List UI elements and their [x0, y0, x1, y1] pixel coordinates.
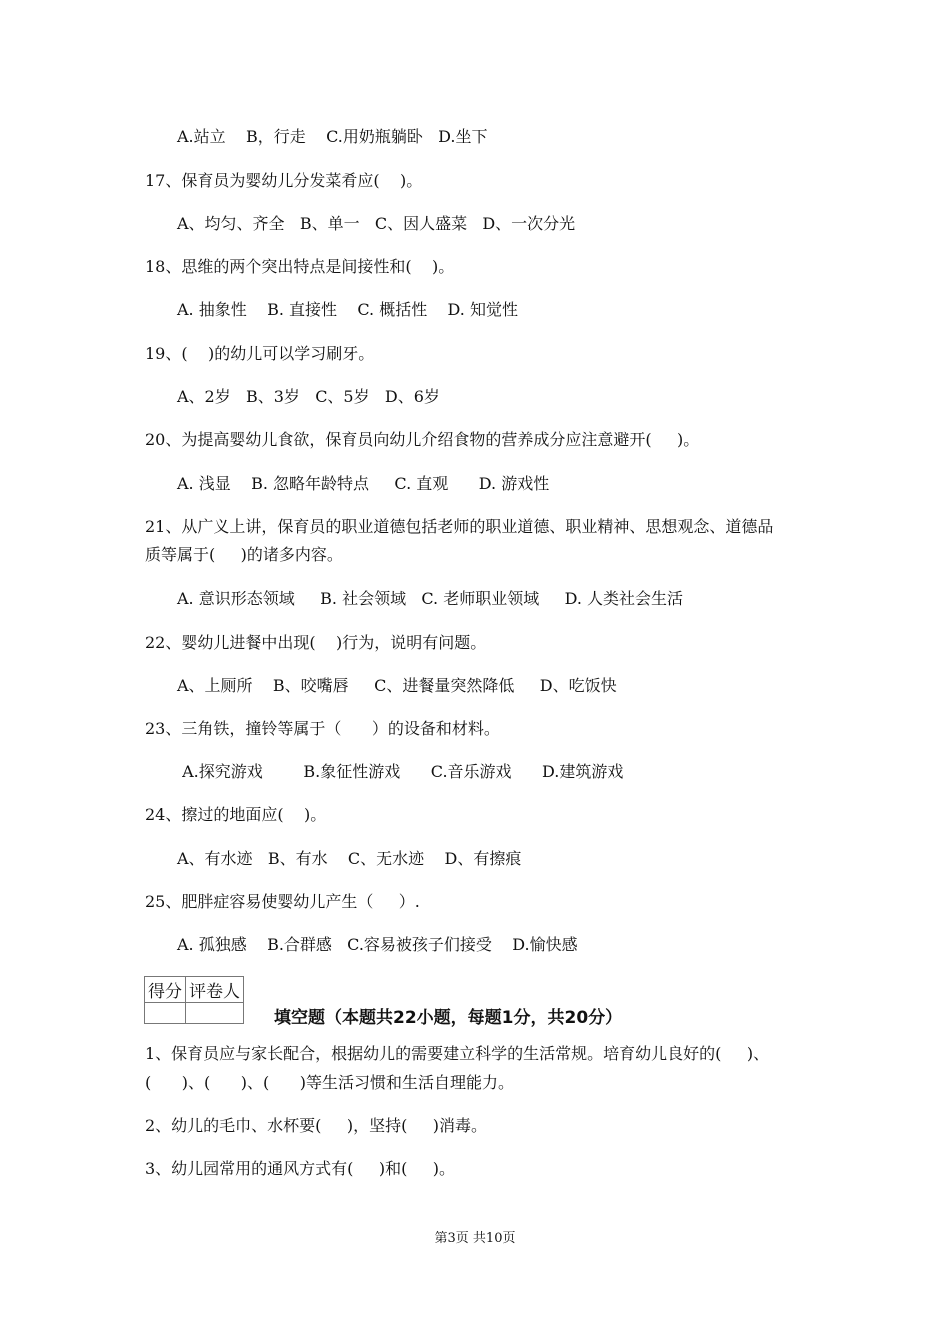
- q16-options: A.站立 B，行走 C.用奶瓶躺卧 D.坐下: [177, 127, 488, 146]
- grader-label: 评卷人: [186, 977, 244, 1003]
- section-title: 填空题（本题共22小题，每题1分，共20分）: [274, 1008, 623, 1028]
- question-21-line1: 21、从广义上讲，保育员的职业道德包括老师的职业道德、职业精神、思想观念、道德品: [145, 517, 774, 536]
- score-label: 得分: [145, 977, 186, 1003]
- score-box: [144, 976, 244, 1024]
- question-17: 17、保育员为婴幼儿分发菜肴应( )。: [145, 171, 423, 190]
- q18-options: A. 抽象性 B. 直接性 C. 概括性 D. 知觉性: [177, 300, 518, 319]
- question-23: 23、三角铁，撞铃等属于（ ）的设备和材料。: [145, 719, 500, 738]
- question-20: 20、为提高婴幼儿食欲，保育员向幼儿介绍食物的营养成分应注意避开( )。: [145, 430, 700, 449]
- grader-cell[interactable]: [186, 1003, 244, 1024]
- question-18: 18、思维的两个突出特点是间接性和( )。: [145, 257, 455, 276]
- question-21-line2: 质等属于( )的诸多内容。: [145, 545, 343, 564]
- question-22: 22、婴幼儿进餐中出现( )行为，说明有问题。: [145, 633, 487, 652]
- q17-options: A、均匀、齐全 B、单一 C、因人盛菜 D、一次分光: [177, 214, 576, 233]
- q20-options: A. 浅显 B. 忽略年龄特点 C. 直观 D. 游戏性: [177, 474, 550, 493]
- q21-options: A. 意识形态领域 B. 社会领域 C. 老师职业领域 D. 人类社会生活: [177, 589, 684, 608]
- blank-2: 2、幼儿的毛巾、水杯要( )，坚持( )消毒。: [145, 1116, 488, 1135]
- blank-1-line1: 1、保育员应与家长配合，根据幼儿的需要建立科学的生活常规。培育幼儿良好的( )、: [145, 1044, 770, 1063]
- question-19: 19、( )的幼儿可以学习刷牙。: [145, 344, 375, 363]
- q19-options: A、2岁 B、3岁 C、5岁 D、6岁: [177, 387, 440, 406]
- q25-options: A. 孤独感 B.合群感 C.容易被孩子们接受 D.愉快感: [177, 935, 578, 954]
- question-24: 24、擦过的地面应( )。: [145, 805, 327, 824]
- score-cell[interactable]: [145, 1003, 186, 1024]
- page-footer: 第3页 共10页: [434, 1231, 516, 1246]
- q23-options: A.探究游戏 B.象征性游戏 C.音乐游戏 D.建筑游戏: [177, 762, 624, 781]
- question-25: 25、肥胖症容易使婴幼儿产生（ ）.: [145, 892, 420, 911]
- q22-options: A、上厕所 B、咬嘴唇 C、进餐量突然降低 D、吃饭快: [177, 676, 617, 695]
- q24-options: A、有水迹 B、有水 C、无水迹 D、有擦痕: [177, 849, 522, 868]
- blank-3: 3、幼儿园常用的通风方式有( )和( )。: [145, 1159, 456, 1178]
- blank-1-line2: ( )、( )、( )等生活习惯和生活自理能力。: [145, 1073, 515, 1092]
